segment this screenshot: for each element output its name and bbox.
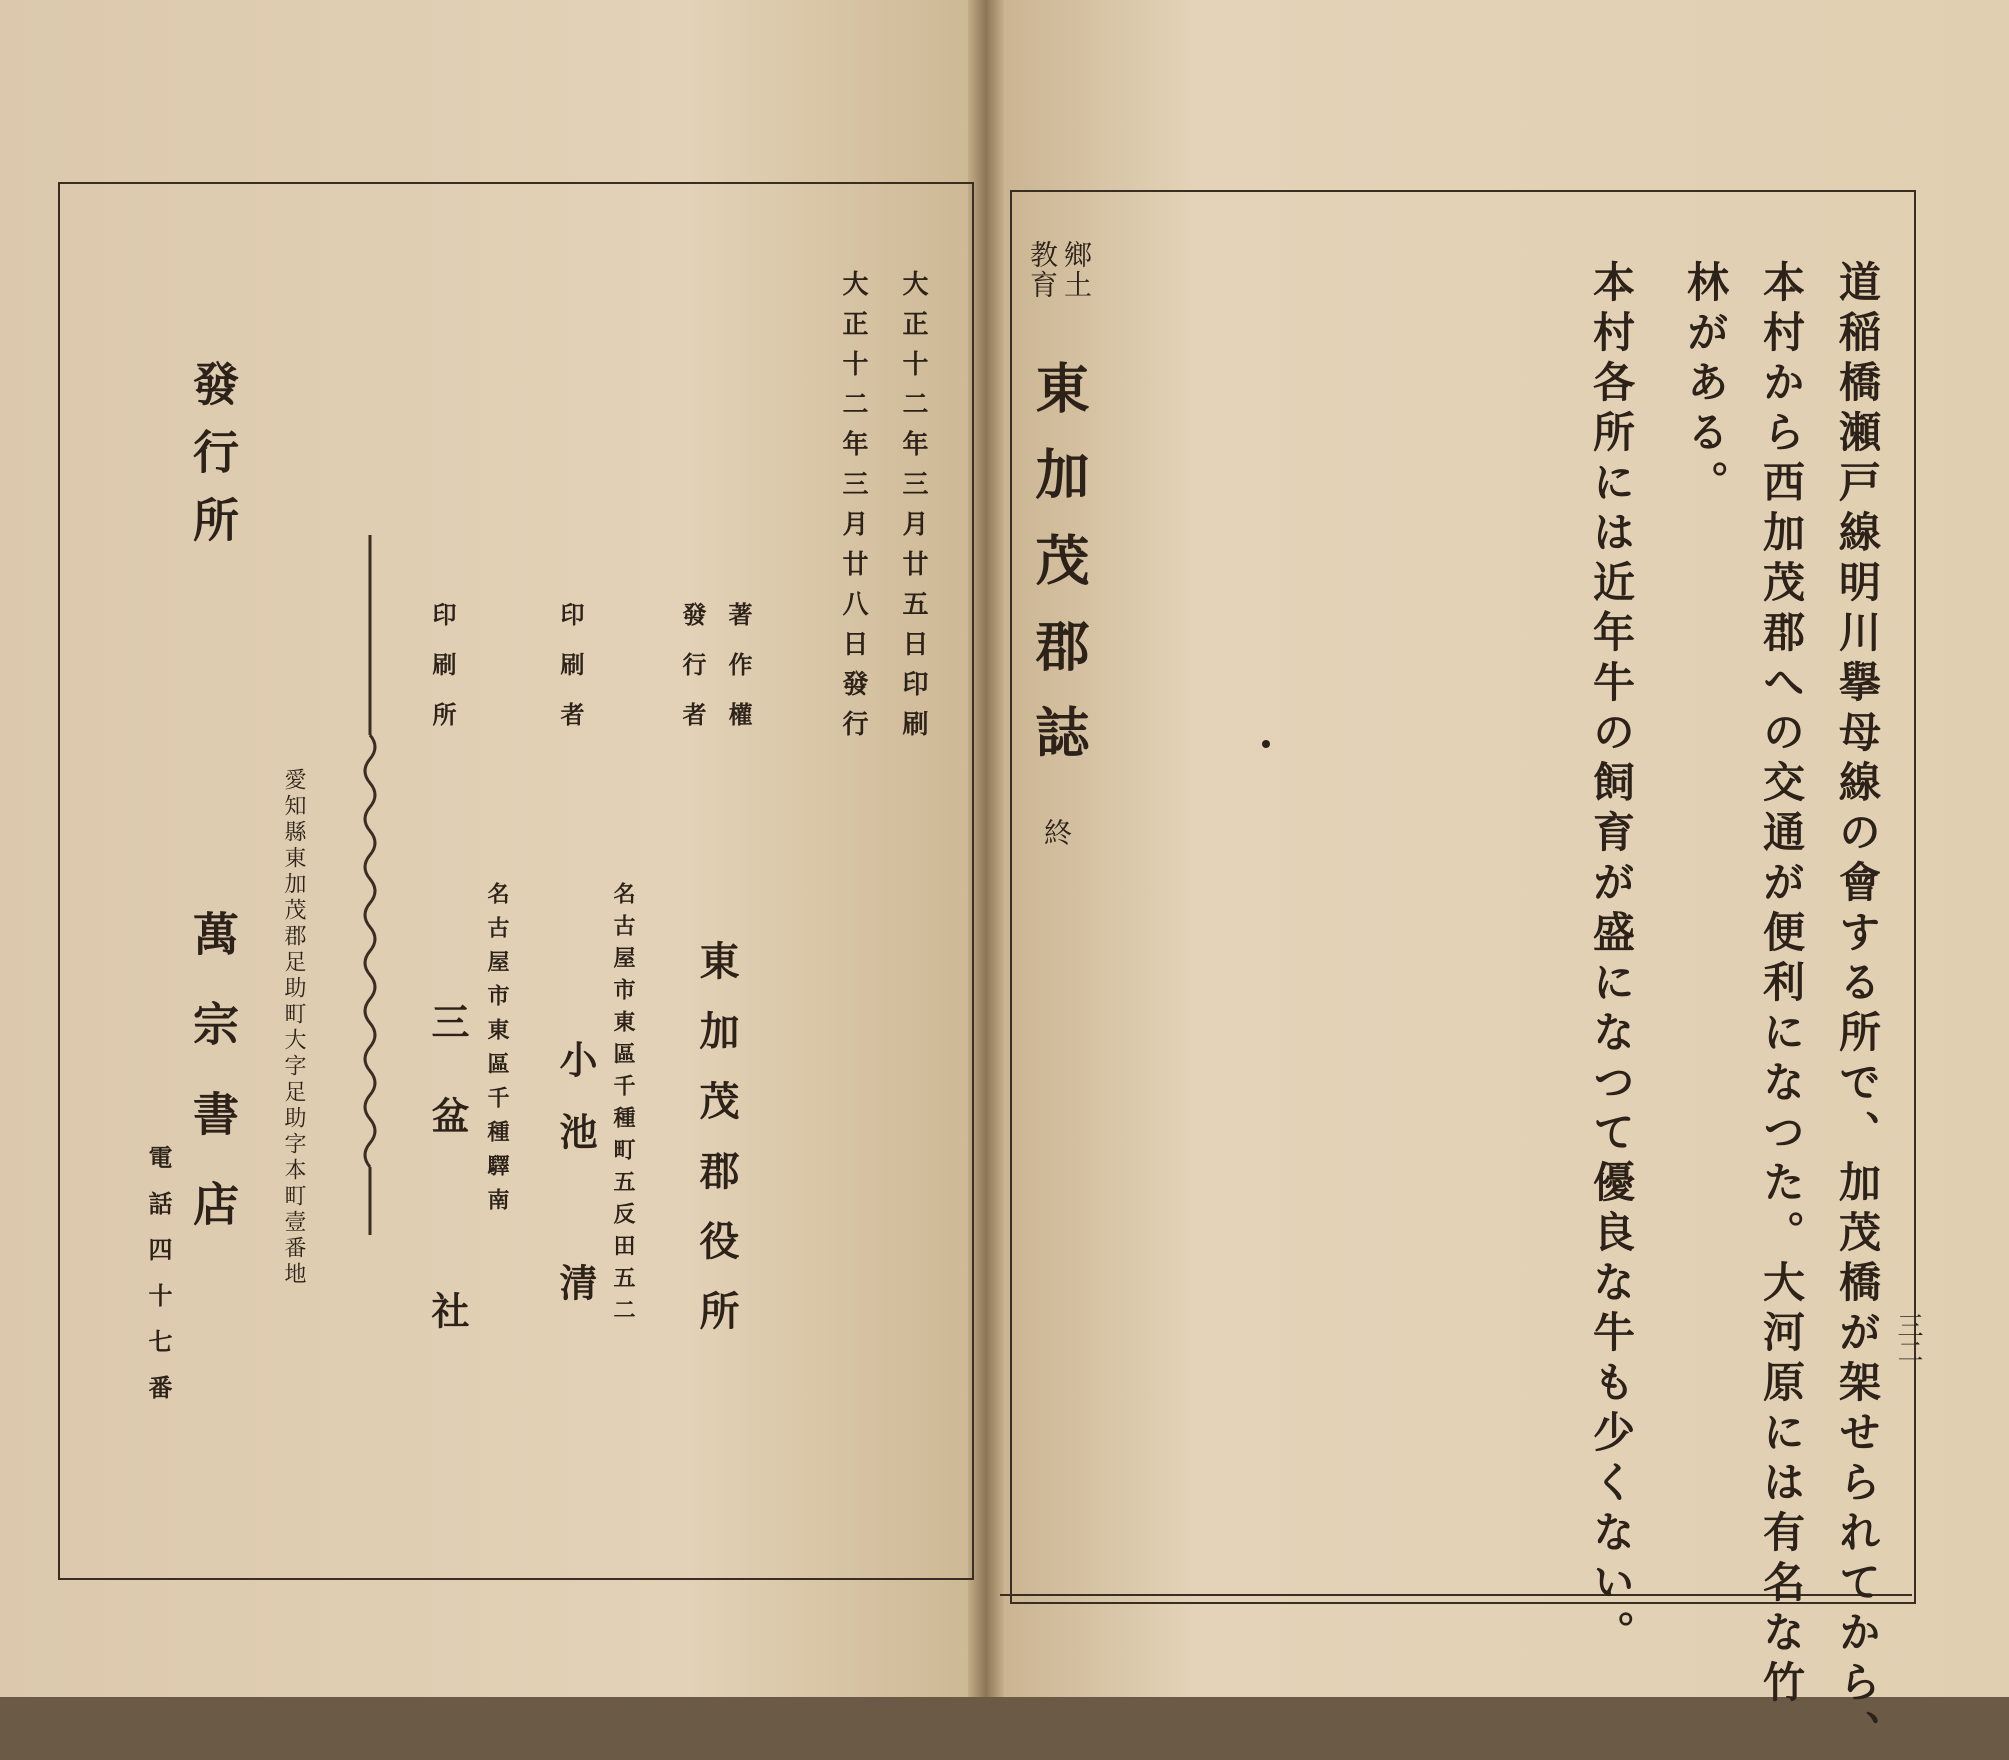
publisher-heading: 發行所: [186, 360, 240, 564]
press-name: 三盆 社: [425, 1002, 470, 1385]
title-prefix-2: 教育: [1026, 240, 1059, 300]
press-label: 印刷所: [428, 602, 457, 752]
publish-date: 大正十二年三月廿八日發行: [838, 270, 868, 750]
body-line-2: 本村から西加茂郡への交通が便利になつた。大河原には有名な竹: [1757, 260, 1806, 1710]
title-prefix-1: 鄉土: [1060, 240, 1093, 300]
end-mark: 終: [1040, 818, 1073, 864]
publisher-phone: 電話四十七番: [144, 1145, 173, 1421]
publisher-address: 愛知縣東加茂郡足助町大字足助字本町壹番地: [281, 768, 306, 1288]
body-line-3: 林がある。: [1681, 260, 1730, 510]
book-title: 東加茂郡誌: [1027, 360, 1091, 790]
printer-label: 印刷者: [556, 602, 585, 752]
body-line-4: 本村各所には近年牛の飼育が盛になつて優良な牛も少くない。: [1587, 260, 1636, 1660]
press-address: 名古屋市東區千種驛南: [484, 882, 510, 1222]
printer-name: 小池 清: [553, 1040, 598, 1335]
page-number: 三二: [1893, 1312, 1923, 1364]
wavy-divider: [358, 535, 388, 1235]
ink-spot: [1262, 740, 1270, 748]
publisher-name: 萬宗書店: [186, 910, 240, 1270]
body-line-1: 道稲橋瀬戸線明川擧母線の會する所で、加茂橋が架せられてから、: [1833, 260, 1882, 1760]
copyright-label: 著作權: [724, 602, 753, 752]
copyright-label-2: 發行者: [678, 602, 707, 752]
copyright-holder: 東加茂郡役所: [693, 940, 740, 1360]
printer-address: 名古屋市東區千種町五反田五二: [610, 882, 636, 1330]
print-date: 大正十二年三月廿五日印刷: [898, 270, 928, 750]
